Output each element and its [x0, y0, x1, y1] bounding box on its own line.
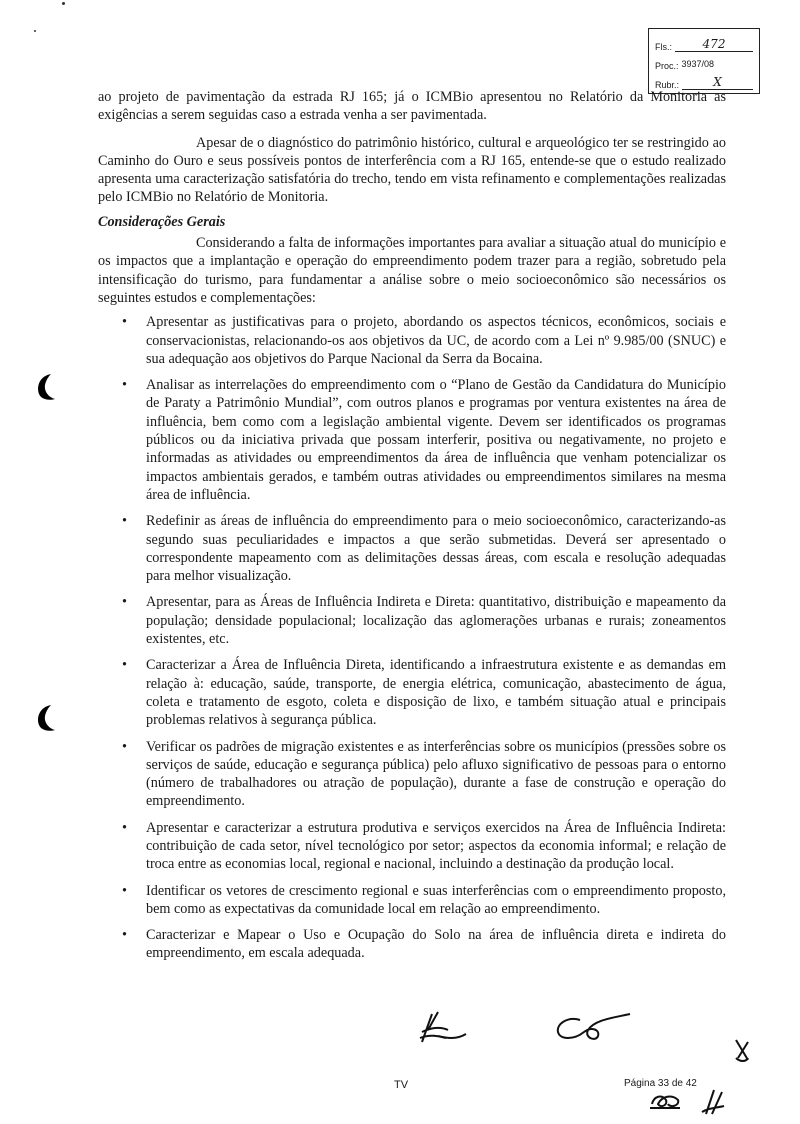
bullet-icon: • [122, 513, 127, 530]
list-item-text: Apresentar as justificativas para o projeto, abordando os aspectos técnicos, econômicos, sociais e conservacionistas, relacionando-os aos objetivos da UC, de acordo com a Lei nº 9.985/00 (SNUC) e sua adequação aos objetivos do Parque Nacional da Serra da Bocaina. [146, 314, 726, 367]
list-item [98, 593, 726, 648]
stamp-fls-value: 472 [675, 38, 753, 52]
document-body [98, 88, 726, 971]
list-item [98, 656, 726, 729]
stamp-rubr-label: Rubr.: [655, 80, 680, 90]
signature-icon [550, 1010, 634, 1046]
list-item-text: Caracterizar e Mapear o Uso e Ocupação do Solo na área de influência direta e indireta do empreendimento, em escala adequada. [146, 927, 726, 962]
bullet-icon: • [122, 738, 127, 755]
list-item [98, 512, 726, 585]
list-item-text: Apresentar e caracterizar a estrutura produtiva e serviços exercidos na Área de Influência Indireta: contribuição de cada setor, nível tecnológico por setor; aspectos da economia informal; e relação de troca entre as economias local, regional e nacional, incluindo a destinação da produção local. [146, 819, 726, 873]
stamp-proc-label: Proc.: [655, 61, 679, 71]
list-item [98, 376, 726, 504]
stamp-proc-row [655, 52, 753, 71]
requirements-list [98, 313, 726, 963]
list-item [98, 819, 726, 874]
stamp-fls-row [655, 33, 753, 52]
bullet-icon: • [122, 377, 127, 394]
list-item-text: Caracterizar a Área de Influência Direta, identificando a infraestrutura existente e as demandas em relação à: educação, saúde, transporte, de energia elétrica, comunicação, abastecimento de água, coleta e tratamento de esgoto, coleta e disposição de lixo, e também situação atual e principais problemas relativos à segurança pública. [146, 657, 726, 729]
list-item-text: Apresentar, para as Áreas de Influência Indireta e Direta: quantitativo, distribuição e mapeamento da população; densidade populacional; localização das aglomerações urbanas e rurais; zoneamentos existentes, etc. [146, 594, 726, 648]
bullet-icon: • [122, 314, 127, 331]
page-number: Página 33 de 42 [624, 1078, 697, 1089]
footer-signature-icon [700, 1086, 726, 1116]
list-item [98, 882, 726, 919]
list-item [98, 313, 726, 368]
paragraph-3: Considerando a falta de informações importantes para avaliar a situação atual do município e os impactos que a implantação e operação do empreendimento podem trazer para a região, sobretudo pela intensificação do turismo, para fundamentar a análise sobre o meio socioeconômico são necessários os seguintes estudos e complementações: [98, 235, 726, 306]
list-item-text: Analisar as interrelações do empreendimento com o “Plano de Gestão da Candidatura do Município de Paraty a Patrimônio Mundial”, com outros planos e programas por ventura existentes na área de influência, bem como com a legislação ambiental vigente. Devem ser identificados os programas públicos ou da iniciativa privada que possam interferir, positiva ou negativamente, no projeto e informadas as atividades ou empreendimentos da área de influência que venham potencializar os impactos ambientais gerados, e também outras atividades ou empreendimentos similares na mesma área de influência. [146, 377, 726, 503]
stamp-proc-value: 3937/08 [681, 59, 715, 69]
bullet-icon: • [122, 657, 127, 674]
list-item [98, 738, 726, 811]
footer-initials-mark-icon [648, 1090, 682, 1112]
binder-hole-mark-icon [34, 372, 58, 402]
paragraph-2: Apesar de o diagnóstico do patrimônio histórico, cultural e arqueológico ter se restringido ao Caminho do Ouro e seus possíveis pontos de interferência com a RJ 165, entende-se que o estudo realizado apresenta uma caracterização satisfatória do trecho, tendo em vista refinamento e complementações realizadas pelo ICMBio no Relatório de Monitoria. [98, 134, 726, 206]
initials-signature-icon [416, 1008, 472, 1048]
initial-x-icon [732, 1036, 752, 1064]
binder-hole-mark-icon [34, 703, 58, 733]
bullet-icon: • [122, 819, 127, 836]
section-title: Considerações Gerais [98, 213, 226, 230]
paragraph-1: ao projeto de pavimentação da estrada RJ 165; já o ICMBio apresentou no Relatório da Monitoria as exigências a serem seguidas caso a estrada venha a ser pavimentada. [98, 89, 726, 124]
list-item-text: Redefinir as áreas de influência do empreendimento para o meio socioeconômico, caracterizando-as segundo suas peculiaridades e impactos a que serão submetidas. Deverá ser apresentado o correspondente mapeamento com as delimitações dessas áreas, com escala e resolução adequadas para melhor visualização. [146, 513, 726, 585]
stamp-fls-label: Fls.: [655, 42, 672, 52]
stamp-rubr-value: X [682, 76, 753, 90]
bullet-icon: • [122, 594, 127, 611]
scan-speck [34, 30, 36, 32]
list-item [98, 926, 726, 963]
protocol-stamp [648, 28, 760, 94]
bullet-icon: • [122, 882, 127, 899]
footer-initials: TV [394, 1079, 409, 1091]
list-item-text: Verificar os padrões de migração existentes e as interferências sobre os municípios (pressões sobre os serviços de saúde, educação e segurança pública) pelo afluxo significativo de pessoas para o entorno (número de trabalhadores ou atração de população), durante a fase de construção e operação do empreendimento. [146, 738, 726, 810]
bullet-icon: • [122, 927, 127, 944]
list-item-text: Identificar os vetores de crescimento regional e suas interferências com o empreendimento proposto, bem como as expectativas da comunidade local em relação ao empreendimento. [146, 882, 726, 917]
scan-speck [62, 2, 65, 5]
